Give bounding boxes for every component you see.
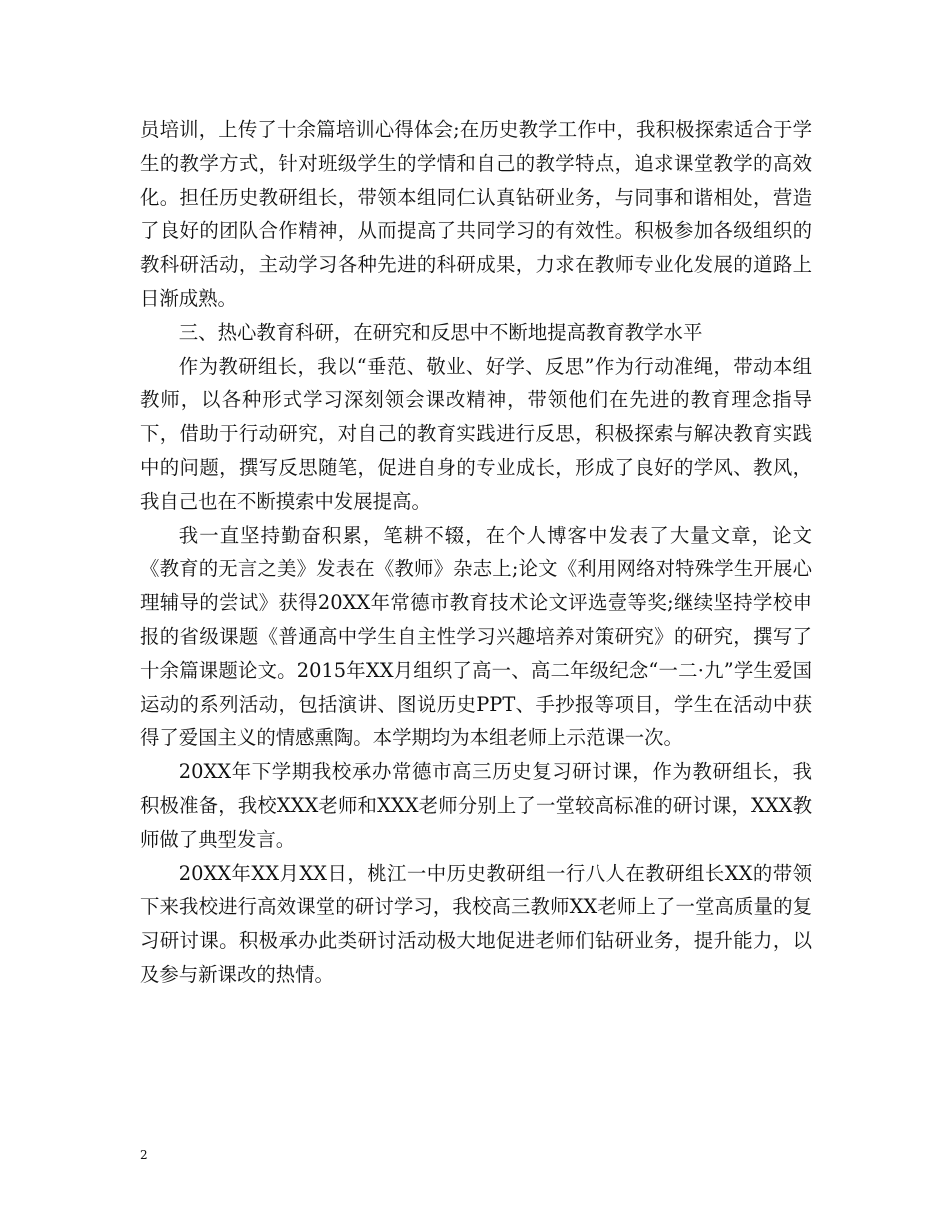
paragraph-2: 作为教研组长，我以“垂范、敬业、好学、反思”作为行动准绳，带动本组教师，以各种形式学习深刻领会课改精神，带领他们在先进的教育理念指导下，借助于行动研究，对自己的教育实践进行反思，积极探索与解决教育实践中的问题，撰写反思随笔，促进自身的专业成长，形成了良好的学风、教风，我自己也在不断摸索中发展提高。 <box>140 354 812 513</box>
section-heading-3: 三、热心教育科研，在研究和反思中不断地提高教育教学水平 <box>178 320 703 344</box>
paragraph-4: 20XX年下学期我校承办常德市高三历史复习研讨课，作为教研组长，我积极准备，我校XXX老师和XXX老师分别上了一堂较高标准的研讨课，XXX教师做了典型发言。 <box>140 760 812 851</box>
paragraph-3: 我一直坚持勤奋积累，笔耕不辍，在个人博客中发表了大量文章，论文《教育的无言之美》发表在《教师》杂志上;论文《利用网络对特殊学生开展心理辅导的尝试》获得20XX年常德市教育技术论文评选壹等奖;继续坚持学校申报的省级课题《普通高中学生自主性学习兴趣培养对策研究》的研究，撰写了十余篇课题论文。2015年XX月组织了高一、高二年级纪念“一二·九”学生爱国运动的系列活动，包括演讲、图说历史PPT、手抄报等项目，学生在活动中获得了爱国主义的情感熏陶。本学期均为本组老师上示范课一次。 <box>140 523 812 750</box>
paragraph-1: 员培训，上传了十余篇培训心得体会;在历史教学工作中，我积极探索适合于学生的教学方式，针对班级学生的学情和自己的教学特点，追求课堂教学的高效化。担任历史教研组长，带领本组同仁认真钻研业务，与同事和谐相处，营造了良好的团队合作精神，从而提高了共同学习的有效性。积极参加各级组织的教科研活动，主动学习各种先进的科研成果，力求在教师专业化发展的道路上日渐成熟。 <box>140 118 812 310</box>
page-number: 2 <box>140 1148 148 1162</box>
paragraph-5: 20XX年XX月XX日，桃江一中历史教研组一行八人在教研组长XX的带领下来我校进行高效课堂的研讨学习，我校高三教师XX老师上了一堂高质量的复习研讨课。积极承办此类研讨活动极大地促进老师们钻研业务，提升能力，以及参与新课改的热情。 <box>140 861 812 986</box>
document-body <box>140 113 812 992</box>
